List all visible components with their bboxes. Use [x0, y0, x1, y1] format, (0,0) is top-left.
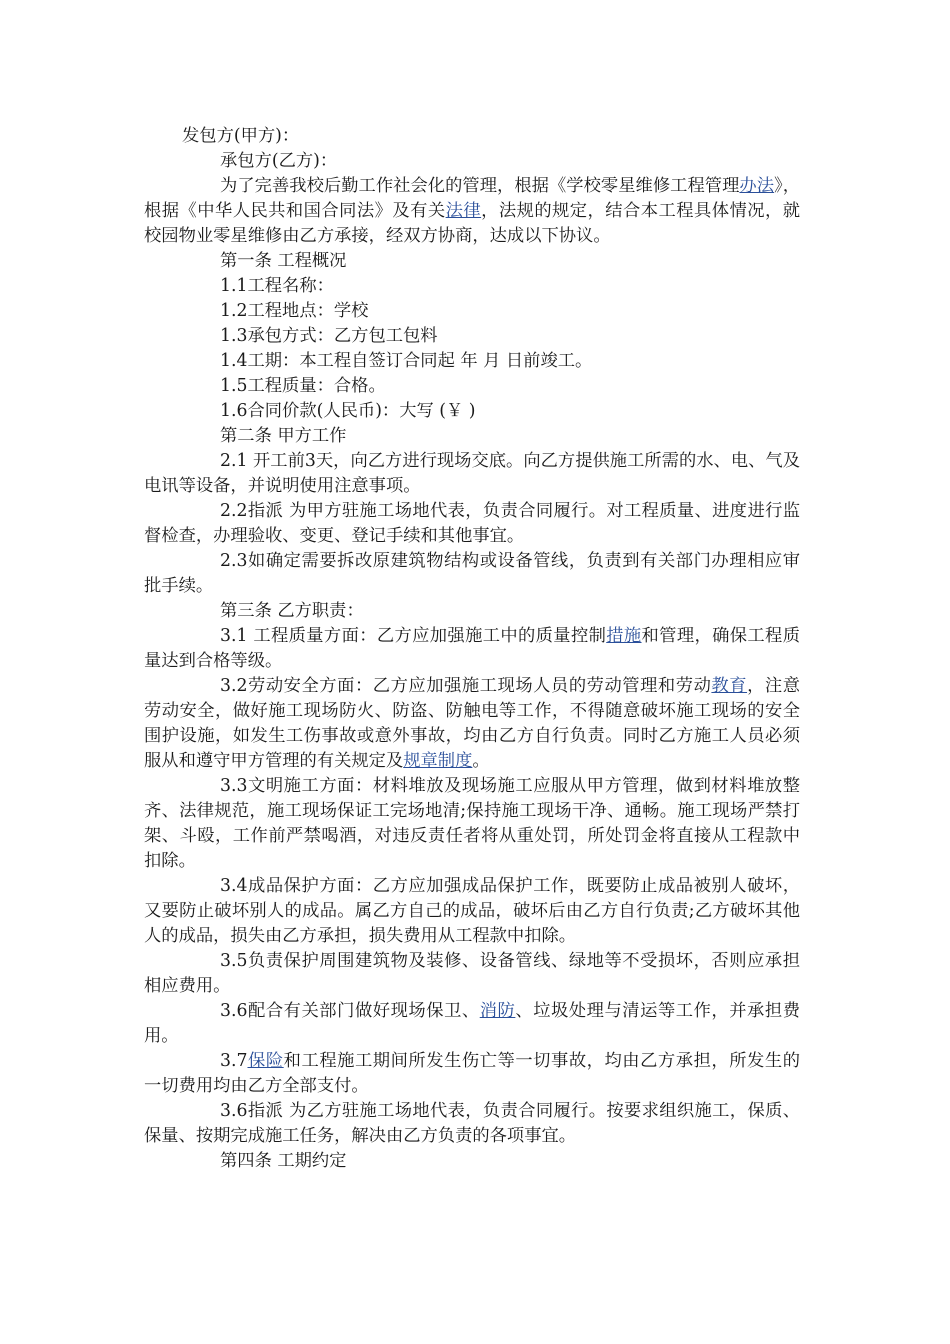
clause-text: 。	[472, 751, 490, 771]
article-1-item: 1.2工程地点：学校	[220, 301, 369, 321]
article-3-clause-7	[144, 1049, 800, 1099]
link-jiaoyu[interactable]: 教育	[711, 676, 748, 696]
party-b-label: 承包方(乙方)：	[220, 151, 338, 171]
clause-text: 和管理，确保工程质量达到合格等级。	[144, 626, 800, 671]
clause-text: 3.1 工程质量方面：乙方应加强施工中的质量控制	[220, 626, 607, 646]
intro-paragraph	[144, 174, 800, 249]
article-2-clause-1: 2.1 开工前3天，向乙方进行现场交底。向乙方提供施工所需的水、电、气及电讯等设备，并说明使用注意事项。	[144, 451, 800, 496]
article-4-title: 第四条 工期约定	[220, 1151, 347, 1171]
link-baoxian[interactable]: 保险	[247, 1051, 284, 1071]
article-3-clause-4: 3.4成品保护方面：乙方应加强成品保护工作，既要防止成品被别人破坏，又要防止破坏别人的成品。属乙方自己的成品，破坏后由乙方自行负责;乙方破坏其他人的成品，损失由乙方承担，损失费用从工程款中扣除。	[144, 876, 800, 946]
article-1-item: 1.6合同价款(人民币)：大写 (￥ )	[220, 401, 476, 421]
article-3-clause-8: 3.6指派 为乙方驻施工场地代表，负责合同履行。按要求组织施工，保质、保量、按期完成施工任务，解决由乙方负责的各项事宜。	[144, 1101, 800, 1146]
article-1-item: 1.1工程名称：	[220, 276, 334, 296]
article-2-title: 第二条 甲方工作	[220, 426, 347, 446]
link-banfa[interactable]: 办法	[739, 176, 775, 196]
article-3-clause-3: 3.3文明施工方面：材料堆放及现场施工应服从甲方管理，做到材料堆放整齐、法律规范，施工现场保证工完场地清;保持施工现场干净、通畅。施工现场严禁打架、斗殴，工作前严禁喝酒，对违反责任者将从重处罚，所处罚金将直接从工程款中扣除。	[144, 776, 800, 871]
article-1-item: 1.3承包方式：乙方包工包料	[220, 326, 438, 346]
link-falv[interactable]: 法律	[445, 201, 482, 221]
link-guizhangzhidu[interactable]: 规章制度	[403, 751, 473, 771]
clause-text: 和工程施工期间所发生伤亡等一切事故，均由乙方承担，所发生的一切费用均由乙方全部支付。	[144, 1051, 800, 1096]
article-2-clause-3: 2.3如确定需要拆改原建筑物结构或设备管线，负责到有关部门办理相应审批手续。	[144, 551, 800, 596]
party-a-label: 发包方(甲方)：	[182, 126, 300, 146]
article-1-title: 第一条 工程概况	[220, 251, 347, 271]
article-3-clause-5: 3.5负责保护周围建筑物及装修、设备管线、绿地等不受损坏，否则应承担相应费用。	[144, 951, 800, 996]
clause-text: ，注意劳动安全，做好施工现场防火、防盗、防触电等工作，不得随意破坏施工现场的安全围护设施，如发生工伤事故或意外事故，均由乙方自行负责。同时乙方施工人员必须服从和遵守甲方管理的有关规定及	[144, 676, 800, 771]
clause-text: 、垃圾处理与清运等工作，并承担费用。	[144, 1001, 800, 1046]
article-3-clause-1	[144, 624, 800, 674]
link-cuoshi[interactable]: 措施	[606, 626, 642, 646]
article-1-item: 1.4工期：本工程自签订合同起 年 月 日前竣工。	[220, 351, 593, 371]
clause-text: 3.7	[220, 1051, 248, 1071]
article-2-clause-2: 2.2指派 为甲方驻施工场地代表，负责合同履行。对工程质量、进度进行监督检查，办理验收、变更、登记手续和其他事宜。	[144, 501, 800, 546]
article-3-title: 第三条 乙方职责：	[220, 601, 364, 621]
article-1-item: 1.5工程质量：合格。	[220, 376, 386, 396]
article-3-clause-6	[144, 999, 800, 1049]
clause-text: 3.2劳动安全方面：乙方应加强施工现场人员的劳动管理和劳动	[220, 676, 712, 696]
link-xiaofang[interactable]: 消防	[479, 1001, 516, 1021]
intro-text-1: 为了完善我校后勤工作社会化的管理，根据《学校零星维修工程管理	[220, 176, 740, 196]
intro-text-2: 》，根据《中华人民共和国合同法》及有关	[144, 176, 800, 221]
contract-document	[144, 124, 800, 1174]
clause-text: 3.6配合有关部门做好现场保卫、	[220, 1001, 480, 1021]
article-3-clause-2	[144, 674, 800, 774]
intro-text-3: ，法规的规定，结合本工程具体情况，就校园物业零星维修由乙方承接，经双方协商，达成以下协议。	[144, 201, 800, 246]
